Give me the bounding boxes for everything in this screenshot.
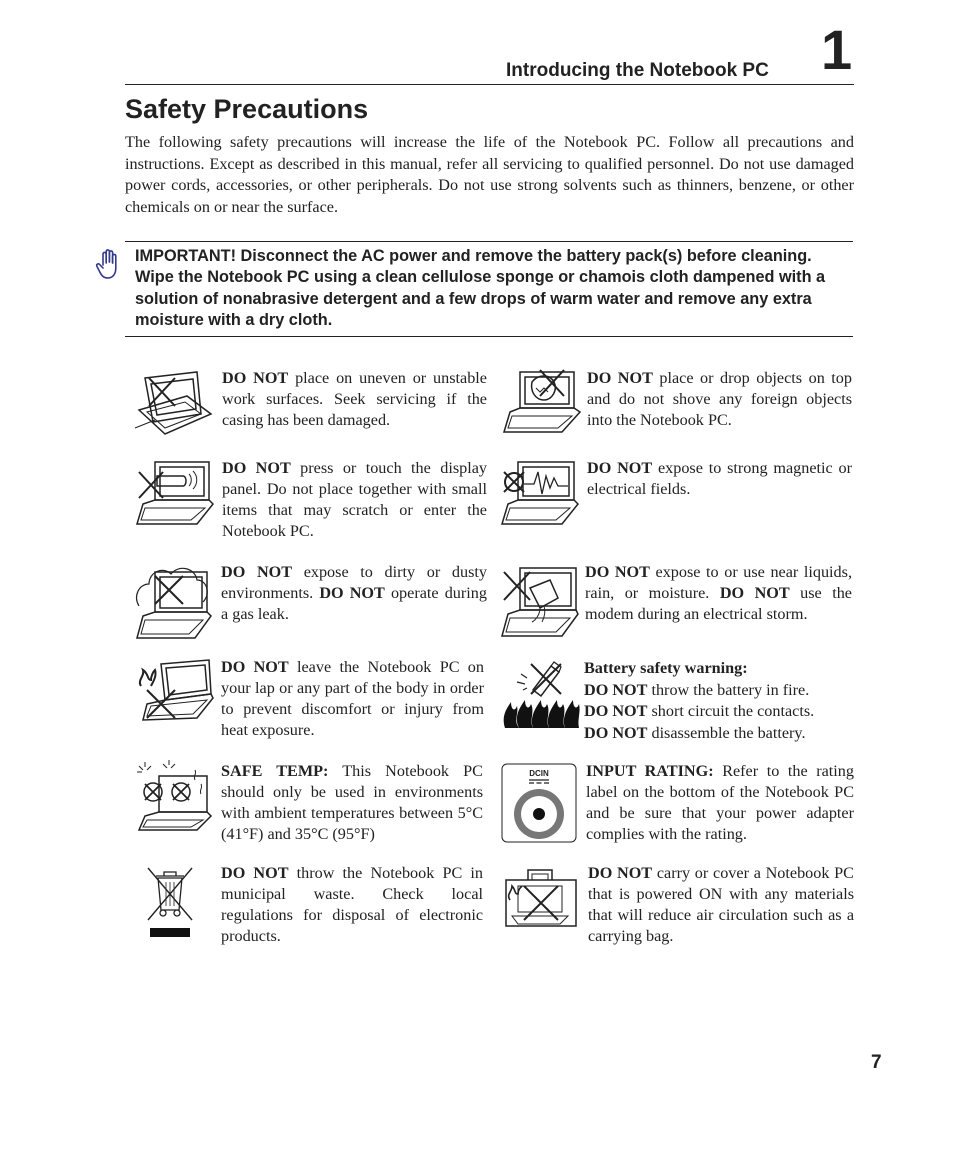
- notebook-uneven-surface-icon: [135, 366, 215, 438]
- notebook-press-display-icon: [135, 458, 215, 530]
- chapter-number: 1: [821, 18, 853, 81]
- notebook-in-bag-icon: [502, 864, 580, 930]
- precaution-dusty-environment: DO NOT expose to dirty or dusty environments. DO NOT operate during a gas leak.: [221, 563, 487, 623]
- precaution-press-display: DO NOT press or touch the display panel. Do not place together with small items that may scratch or enter the Notebook PC.: [222, 459, 487, 540]
- precaution-input-rating: INPUT RATING: Refer to the rating label on the bottom of the Notebook PC and be sure that your power adapter complies with the rating.: [586, 762, 854, 843]
- battery-fire-icon: [503, 660, 581, 730]
- crossed-out-wheelie-bin-icon: [146, 864, 194, 940]
- notebook-lap-heat-icon: [135, 658, 215, 724]
- precaution-liquids: DO NOT expose to or use near liquids, rain, or moisture. DO NOT use the modem during an electrical storm.: [585, 563, 852, 623]
- page-title: Safety Precautions: [125, 94, 369, 124]
- precaution-objects-on-top: DO NOT place or drop objects on top and do not shove any foreign objects into the Notebook PC.: [587, 369, 852, 429]
- precaution-municipal-waste: DO NOT throw the Notebook PC in municipal waste. Check local regulations for disposal of electronic products.: [221, 864, 483, 945]
- dcin-power-jack-icon: [501, 763, 577, 843]
- notebook-dust-icon: [133, 562, 213, 646]
- notebook-temperature-icon: [135, 760, 215, 832]
- precaution-carrying-bag: DO NOT carry or cover a Notebook PC that is powered ON with any materials that will reduce air circulation such as a carrying bag.: [588, 864, 854, 945]
- notebook-magnetic-field-icon: [500, 458, 580, 530]
- notebook-objects-on-top-icon: [502, 366, 582, 438]
- precaution-safe-temperature: SAFE TEMP: This Notebook PC should only be used in environments with ambient temperatures between 5°C (41°F) and 35°C (95°F): [221, 762, 483, 843]
- section-title: Introducing the Notebook PC: [506, 60, 769, 81]
- important-top-rule: [125, 241, 853, 242]
- precaution-uneven-surface: DO NOT place on uneven or unstable work surfaces. Seek servicing if the casing has been damaged.: [222, 369, 487, 429]
- precaution-magnetic-field: DO NOT expose to strong magnetic or electrical fields.: [587, 459, 852, 498]
- caution-hand-icon: [96, 248, 122, 280]
- intro-paragraph: The following safety precautions will increase the life of the Notebook PC. Follow all precautions and instructions. Except as described in this manual, refer all servicing to qualified personnel. Do not use damaged power cords, accessories, or other peripherals. Do not use strong solvents such as thinners, benzene, or other chemicals on or near the surface.: [125, 133, 854, 216]
- page-number: 7: [871, 1052, 882, 1073]
- dcin-label: DCIN: [529, 769, 549, 778]
- precaution-lap-heat: DO NOT leave the Notebook PC on your lap or any part of the body in order to prevent discomfort or injury from heat exposure.: [221, 658, 484, 739]
- important-notice: IMPORTANT! Disconnect the AC power and remove the battery pack(s) before cleaning. Wipe the Notebook PC using a clean cellulose sponge or chamois cloth dampened with a solution of nonabrasive detergent and a few drops of warm water and remove any extra moisture with a dry cloth.: [135, 247, 826, 329]
- battery-safety-warning: Battery safety warning: DO NOT throw the battery in fire. DO NOT short circuit the contacts. DO NOT disassemble the battery.: [584, 659, 815, 742]
- important-bottom-rule: [125, 336, 853, 337]
- notebook-liquid-icon: [500, 562, 580, 646]
- header-rule: [125, 84, 854, 85]
